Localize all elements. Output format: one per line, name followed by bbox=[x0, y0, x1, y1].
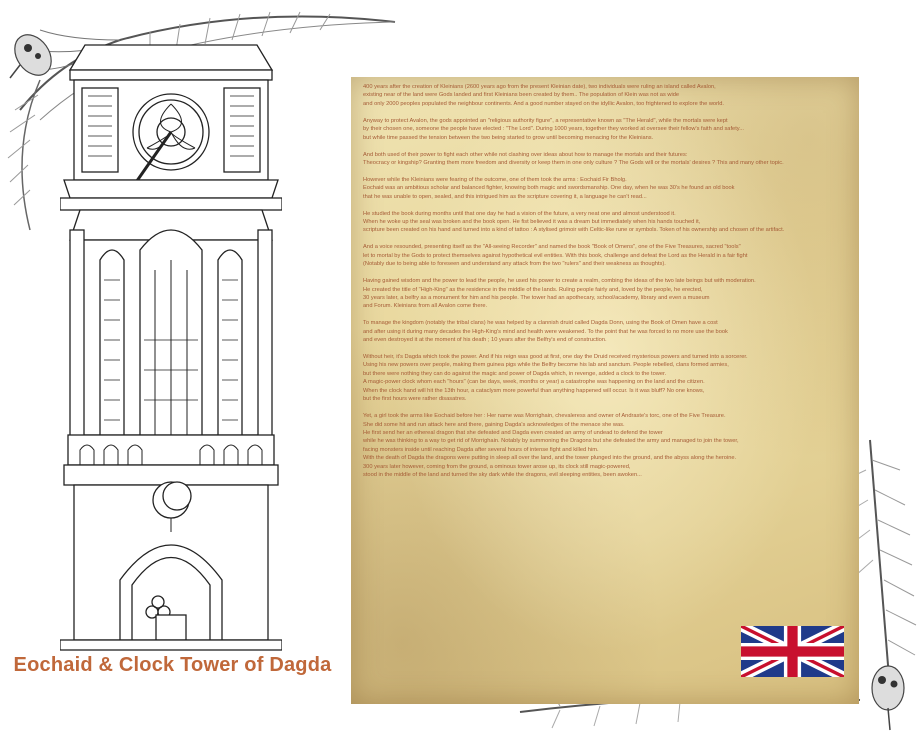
story-paragraph bbox=[363, 210, 853, 235]
story-line: A magic-power clock whom each "hours" (can be days, week, months or year) a catastrophe was happening on the land and the citizen. bbox=[363, 379, 705, 386]
story-paragraph bbox=[363, 151, 853, 168]
parchment-panel bbox=[351, 77, 859, 704]
story-paragraph bbox=[363, 243, 853, 268]
story-paragraph bbox=[363, 319, 853, 344]
story-line: He studied the book during months until that one day he had a vision of the future, a very neat one and almost understood it. bbox=[363, 210, 676, 217]
story-text bbox=[363, 83, 853, 488]
story-line: He first send her an ethereal dragon that she defeated and Dagda even created an army of undead to defend the tower bbox=[363, 430, 663, 437]
story-line: However while the Kleinians were fearing of the outcome, one of them took the arms : Eochaid Fir Bholg. bbox=[363, 176, 627, 183]
story-line: but while time passed the tension between the two being started to grow until becoming menacing for the Kleinians. bbox=[363, 134, 654, 141]
story-line: Eochaid was an ambitious scholar and balanced fighter, knowing both magic and swordsmanship. One day, when he was 30's he found an old book bbox=[363, 185, 735, 192]
story-line: Anyway to protect Avalon, the gods appointed an "religious authority figure", a representative known as "The Herald", while the mortals were kept bbox=[363, 117, 728, 124]
story-paragraph bbox=[363, 83, 853, 108]
skull-top-left-icon bbox=[7, 28, 58, 82]
story-line: And both used of their power to fight each other while not clashing over ideas about how to manage the mortals and their futures: bbox=[363, 151, 688, 158]
story-line: Having gained wisdom and the power to lead the people, he used his power to create a realm, combing the ideas of the two late beings but with moderation. bbox=[363, 278, 756, 285]
story-line: by their chosen one, someone the people have elected : "The Lord". During 1000 years, together they worked at oversee their fellow's faith and safety... bbox=[363, 126, 744, 133]
story-line: (Notably due to being able to foreseen and understand any attack from the two "rulers" and their weakness as thoughts). bbox=[363, 261, 666, 268]
skull-right-icon bbox=[872, 666, 904, 730]
story-line: and after using it during many decades the High-King's mind and health were weakened. To the point that he was forced to no more use the book bbox=[363, 328, 728, 335]
feather-left-lower-icon bbox=[8, 80, 40, 230]
story-line: When the clock hand will hit the 13th hour, a cataclysm more powerful than anything happened will occur. Is it was bluff? No one knows, bbox=[363, 387, 705, 394]
story-line: To manage the kingdom (notably the tribal clans) he was helped by a clannish druid called Dagda Donn, using the Book of Omen have a cost bbox=[363, 320, 718, 327]
story-line: but there were nothing they can do against the magic and power of Dagda which, in revenge, added a clock to the tower. bbox=[363, 370, 667, 377]
story-line: Without heir, it's Dagda which took the power. And if his reign was good at first, one day the Druid received mysterious powers and turned into a sorcerer. bbox=[363, 354, 748, 360]
story-paragraph bbox=[363, 176, 853, 201]
story-line: facing monsters inside until reaching Dagda after several hours of intense fight and killed him. bbox=[363, 446, 599, 453]
story-paragraph bbox=[363, 353, 853, 404]
story-line: When he woke up the seal was broken and the book open. He fist believed it was a dream but immediately when his hands touched it, bbox=[363, 219, 701, 225]
story-line: and only 2000 peoples populated the neighbour continents. And a good number stayed on the idyllic Avalon, too frightened to explore the world. bbox=[363, 100, 724, 107]
story-line: 400 years after the creation of Kleinians (2600 years ago from the present Kleinian date), two individuals were ruling an island called Avalon, bbox=[363, 84, 716, 90]
story-line: that he was unable to open, sealed, and this intrigued him as the scripture covering it, a language he can't read... bbox=[363, 193, 647, 200]
story-line: Using his new powers over people, making them guinea pigs while the Belfry become his lab and sanctum. People rebelled, clans formed armies, bbox=[363, 362, 729, 369]
story-line: existing near of the land were Gods landed and first Kleinians been created by them.. The population of Klein was not as wide bbox=[363, 92, 680, 99]
story-line: 300 years later however, coming from the ground, a ominous tower arose up, its clock still magic-powered, bbox=[363, 463, 631, 470]
tower-caption: Eochaid & Clock Tower of Dagda bbox=[13, 654, 332, 676]
story-line: 30 years later, a belfry as a monument for him and his people. The tower had an apothecary, school/academy, library and even a museum bbox=[363, 294, 710, 301]
story-paragraph bbox=[363, 277, 853, 311]
story-line: let to mortal by the Gods to protect themselves against hypothetical evil entities. With this book, challenge and defeat the Lord as the Herald in a fair fight bbox=[363, 252, 748, 259]
story-line: but the first hours were rather disasatres. bbox=[363, 396, 467, 403]
story-line: while he was thinking to a way to get rid of Morrighain. Notably by summoning the Dragons but she defeated the army and managed to join the tower, bbox=[363, 438, 739, 445]
story-line: and Forum. Kleinians from all Avalon come there. bbox=[363, 303, 488, 310]
story-line: He created the title of "High-King" as the residence in the middle of the lands. Ruling people fairly and, loved by the people, he erected, bbox=[363, 286, 703, 293]
clock-tower-illustration bbox=[60, 40, 282, 652]
union-jack-flag-icon bbox=[741, 626, 844, 677]
story-line: And a voice resounded, presenting itself as the "All-seeing Recorder" and named the book "Book of Omens", one of the Five Treasures, sacred "tools" bbox=[363, 244, 741, 251]
story-line: She did some hit and run attack here and there, gaining Dagda's acknowledges of the menace she was. bbox=[363, 421, 625, 428]
story-line: and even destroyed it at the moment of his death ; 10 years after the Belfry's end of construction. bbox=[363, 337, 607, 344]
story-line: Yet, a girl took the arms like Eochaid before her : Her name was Morrighain, chevaleress and owner of Andraste's torc, one of the Five Treasure. bbox=[363, 413, 726, 420]
story-paragraph bbox=[363, 117, 853, 142]
story-line: Theocracy or kingship? Granting them more freedom and diversity or keep them in one only culture ? The Gods will or the mortals' desires ? This and many other topic. bbox=[363, 159, 784, 166]
story-line: scripture been created on his hand and turned into a kind of tattoo : A stylised grimoir with Celtic-like rune or symbols. Token of his ownership and chosen of the artifact. bbox=[363, 227, 785, 234]
story-line: With the death of Dagda the dragons were putting in sleep all over the land, and the tower plunged into the ground, and the abyss along the heroine. bbox=[363, 455, 737, 462]
story-paragraph bbox=[363, 412, 853, 480]
story-line: stood in the middle of the land and turned the sky dark while the dragons, evil sleeping entities, been awoken... bbox=[363, 472, 642, 479]
